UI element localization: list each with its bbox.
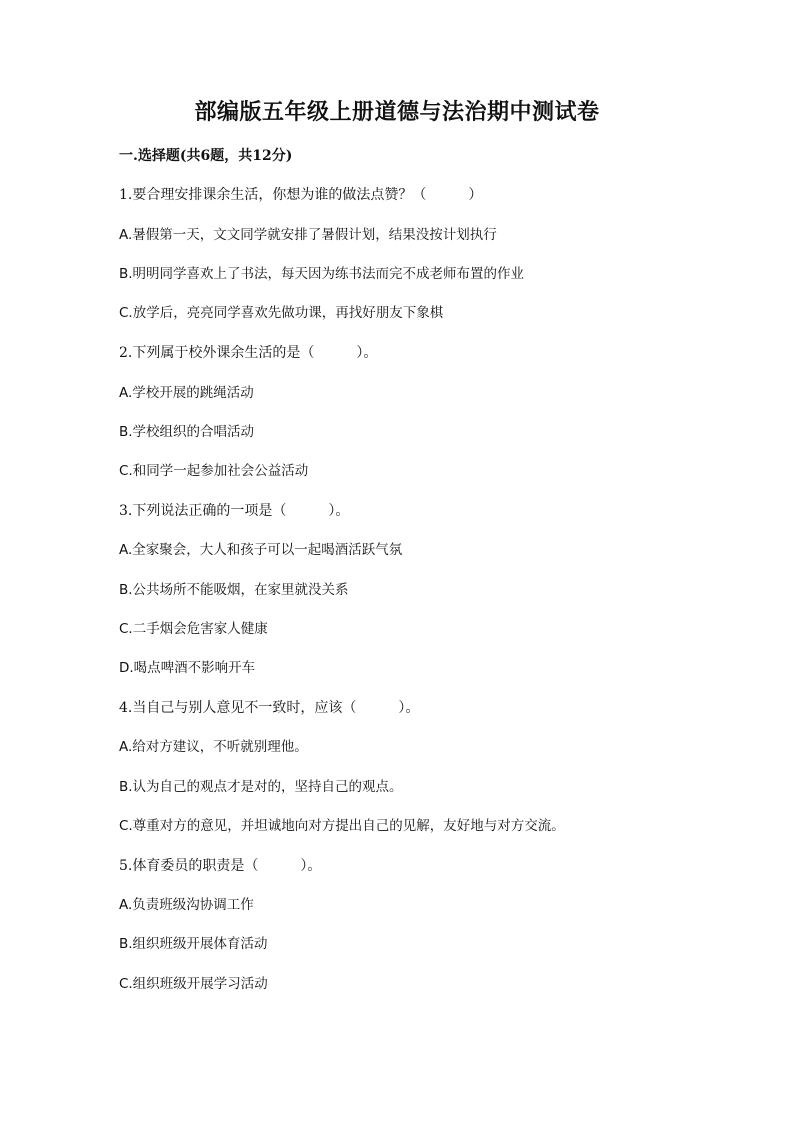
page-title: 部编版五年级上册道德与法治期中测试卷 [194,99,600,125]
question-3-option-c: C.二手烟会危害家人健康 [119,621,268,637]
question-1-option-b: B.明明同学喜欢上了书法，每天因为练书法而完不成老师布置的作业 [119,266,525,282]
question-3-option-d: D.喝点啤酒不影响开车 [119,660,256,676]
section-heading: 一.选择题(共6题，共12分) [119,148,293,164]
question-3-stem: 3.下列说法正确的一项是（ ）。 [119,503,350,519]
question-5-stem: 5.体育委员的职责是（ ）。 [119,858,322,874]
question-2-option-c: C.和同学一起参加社会公益活动 [119,463,309,479]
question-3-option-a: A.全家聚会，大人和孩子可以一起喝酒活跃气氛 [119,542,403,558]
question-1-option-c: C.放学后，亮亮同学喜欢先做功课，再找好朋友下象棋 [119,305,444,321]
question-5-option-a: A.负责班级沟协调工作 [119,897,254,913]
question-1-option-a: A.暑假第一天，文文同学就安排了暑假计划，结果没按计划执行 [119,227,497,243]
question-2-option-b: B.学校组织的合唱活动 [119,424,255,440]
question-2-option-a: A.学校开展的跳绳活动 [119,385,254,401]
question-3-option-b: B.公共场所不能吸烟，在家里就没关系 [119,582,349,598]
question-2-stem: 2.下列属于校外课余生活的是（ ）。 [119,345,378,361]
question-4-option-a: A.给对方建议，不听就别理他。 [119,739,308,755]
question-4-option-b: B.认为自己的观点才是对的，坚持自己的观点。 [119,779,403,795]
question-5-option-b: B.组织班级开展体育活动 [119,936,268,952]
question-5-option-c: C.组织班级开展学习活动 [119,976,268,992]
question-1-stem: 1.要合理安排课余生活，你想为谁的做法点赞？（ ） [119,187,483,203]
question-4-stem: 4.当自己与别人意见不一致时，应该（ ）。 [119,700,420,716]
question-4-option-c: C.尊重对方的意见，并坦诚地向对方提出自己的见解，友好地与对方交流。 [119,818,565,834]
